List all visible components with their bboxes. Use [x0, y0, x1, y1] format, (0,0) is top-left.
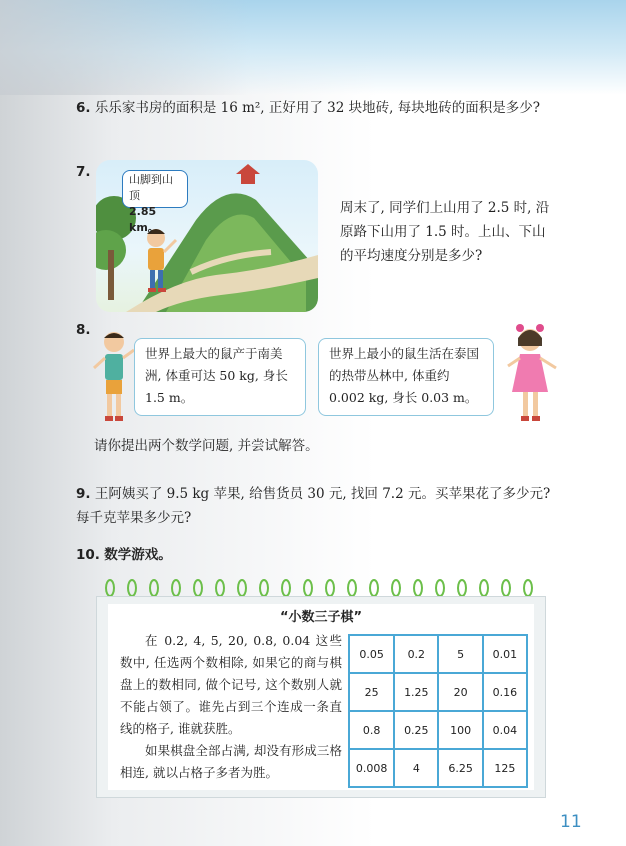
grid-cell[interactable]: 1.25 — [394, 673, 438, 711]
question-6-text: 乐乐家书房的面积是 16 m², 正好用了 32 块地砖, 每块地砖的面积是多少? — [94, 100, 540, 116]
grid-cell[interactable]: 0.01 — [483, 635, 527, 673]
girl-figure — [506, 322, 558, 428]
grid-row — [349, 673, 527, 711]
grid-cell[interactable]: 0.25 — [394, 711, 438, 749]
question-10-number: 10. — [76, 547, 100, 563]
question-9-number: 9. — [76, 486, 91, 502]
bubble-line-2: 2.85 km。 — [129, 205, 159, 234]
grid-row — [349, 711, 527, 749]
question-8-prompt: 请你提出两个数学问题, 并尝试解答。 — [94, 438, 319, 454]
question-7-number — [76, 160, 91, 184]
question-6-number: 6. — [76, 100, 91, 116]
smallest-rodent-info: 世界上最小的鼠生活在泰国的热带丛林中, 体重约 0.002 kg, 身长 0.03 m。 — [318, 338, 494, 416]
grid-row — [349, 749, 527, 787]
boy-figure — [92, 328, 136, 428]
game-rules — [120, 630, 342, 784]
bubble-line-1: 山脚到山顶 — [129, 173, 173, 202]
page-number: 11 — [560, 812, 582, 832]
grid-cell[interactable]: 0.008 — [349, 749, 394, 787]
question-9 — [76, 482, 556, 530]
question-9-text: 王阿姨买了 9.5 kg 苹果, 给售货员 30 元, 找回 7.2 元。买苹果花了多少元? 每千克苹果多少元? — [76, 486, 551, 526]
game-rule-2: 如果棋盘全部占满, 却没有形成三格相连, 就以占格子多者为胜。 — [120, 743, 342, 780]
grid-cell[interactable]: 0.04 — [483, 711, 527, 749]
question-10-text: 数学游戏。 — [104, 547, 172, 563]
grid-cell[interactable]: 6.25 — [438, 749, 482, 787]
grid-cell[interactable]: 0.05 — [349, 635, 394, 673]
question-6 — [76, 96, 556, 120]
grid-cell[interactable]: 4 — [394, 749, 438, 787]
notebook-rings — [96, 578, 546, 598]
question-7-num: 7. — [76, 164, 91, 180]
question-8-number — [76, 318, 91, 342]
grid-cell[interactable]: 25 — [349, 673, 394, 711]
question-10 — [76, 543, 172, 567]
question-7-text: 周末了, 同学们上山用了 2.5 时, 沿原路下山用了 1.5 时。上山、下山的平均速度分别是多少? — [340, 200, 550, 264]
grid-cell[interactable]: 0.2 — [394, 635, 438, 673]
grid-cell[interactable]: 0.8 — [349, 711, 394, 749]
sky-shade — [0, 0, 626, 95]
grid-cell[interactable]: 5 — [438, 635, 482, 673]
grid-row — [349, 635, 527, 673]
distance-speech-bubble — [122, 170, 188, 234]
question-8-num: 8. — [76, 322, 91, 338]
grid-cell[interactable]: 0.16 — [483, 673, 527, 711]
largest-rodent-info: 世界上最大的鼠产于南美洲, 体重可达 50 kg, 身长 1.5 m。 — [134, 338, 306, 416]
grid-cell[interactable]: 100 — [438, 711, 482, 749]
game-grid — [348, 634, 528, 788]
game-title: “小数三子棋” — [279, 610, 363, 625]
grid-cell[interactable]: 125 — [483, 749, 527, 787]
game-rule-1: 在 0.2, 4, 5, 20, 0.8, 0.04 这些数中, 任选两个数相除, 如果它的商与棋盘上的数相同, 做个记号, 这个数别人就不能占领了。谁先占到三个连成一条直线的格子, 谁就获胜。 — [120, 633, 342, 736]
grid-cell[interactable]: 20 — [438, 673, 482, 711]
